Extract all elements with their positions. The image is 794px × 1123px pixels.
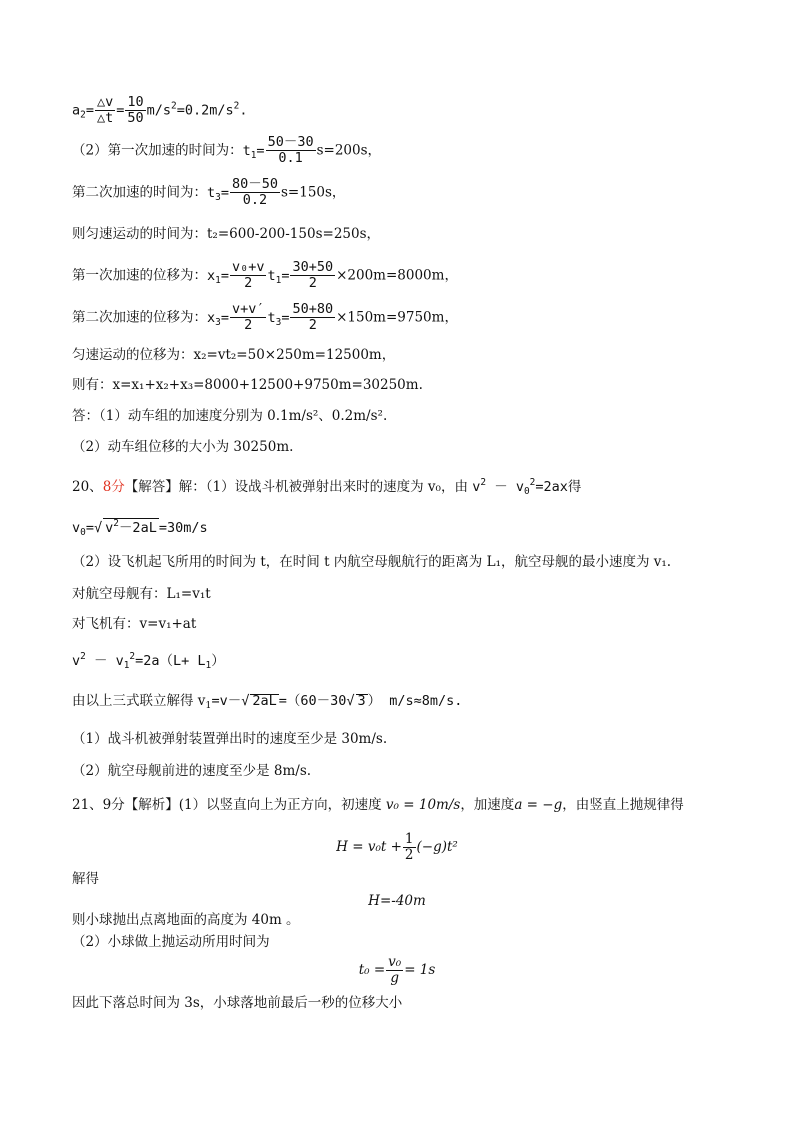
uniform-displacement: 匀速运动的位移为：x₂=vt₂=50×250m=12500m， [72, 347, 396, 363]
answer-q20-2: （2）航空母舰前进的速度至少是 8m/s. [72, 763, 312, 779]
formula-a2: $a_2=$ $\frac{\triangle v}{\triangle t}$ = $\frac{10}{50}$ $m/s^2=0.2m/s^2$. [72, 94, 248, 126]
equation-h-result: H=-40m [368, 893, 426, 909]
solve-label: 解得 [72, 871, 99, 887]
equation-height: H = v₀t + $\frac{1}{2}$ (−g)t² [336, 831, 458, 863]
total-displacement: 则有：x=x₁+x₂+x₃=8000+12500+9750m=30250m. [72, 377, 423, 393]
q21-part2: （2）小球做上抛运动所用时间为 [72, 934, 270, 950]
v0-formula: $v_0=√$ $v^2-2aL =30m/s$ [72, 518, 208, 538]
second-accel-time: 第二次加速的时间为：$t_3=$ $\frac{80-50}{0.2}$ s=150s， [72, 176, 346, 208]
plane-eq: 对飞机有：v=v₁+at [72, 616, 197, 632]
answer-2: （2）动车组位移的大小为 30250m. [72, 439, 294, 455]
second-accel-displacement: 第二次加速的位移为：$x_3=$ $\frac{v+v'}{2}$ $t_3=$ $\frac{50+80}{2}$ ×150m=9750m， [72, 301, 458, 333]
carrier-eq: 对航空母舰有：L₁=v₁t [72, 586, 211, 602]
first-accel-time: （2）第一次加速的时间为：$t_1=$ $\frac{50-30}{0.1}$ s=200s， [72, 134, 382, 166]
q20-part2: （2）设飞机起飞所用的时间为 t，在时间 t 内航空母舰航行的距离为 L₁，航空母舰的最小速度为 v₁. [72, 554, 672, 570]
q20-header: 20、8分【解答】解：（1）设战斗机被弹射出来时的速度为 v₀，由 $v^2 - v_0^2=2ax$得 [72, 477, 582, 497]
first-accel-displacement: 第一次加速的位移为：$x_1=$ $\frac{\text{v₀+v}}{2}$ $t_1=$ $\frac{30+50}{2}$ ×200m=8000m， [72, 259, 458, 291]
fall-time-text: 因此下落总时间为 3s，小球落地前最后一秒的位移大小 [72, 995, 403, 1011]
answer-1: 答：（1）动车组的加速度分别为 0.1m/s²、0.2m/s². [72, 408, 388, 424]
kinematic-eq: $v^2 - v_1^2=2a(L+ L_1)$ [72, 651, 225, 671]
uniform-time: 则匀速运动的时间为：t₂=600-200-150s=250s， [72, 226, 381, 242]
equation-t0: t₀ = $\frac{\text{v₀}}{g}$ = 1s [358, 954, 436, 986]
answer-q20-1: （1）战斗机被弹射装置弹出时的速度至少是 30m/s. [72, 731, 388, 747]
q21-header: 21、9分【解析】(1）以竖直向上为正方向，初速度 v₀ = 10m/s，加速度a = −g，由竖直上抛规律得 [72, 797, 684, 813]
solution-v1: 由以上三式联立解得 $v_1=v-√$ 2aL =（60－30√ 3 ） m/s≈8m/s. [72, 693, 463, 711]
height-conclusion: 则小球抛出点离地面的高度为 40m 。 [72, 912, 300, 928]
